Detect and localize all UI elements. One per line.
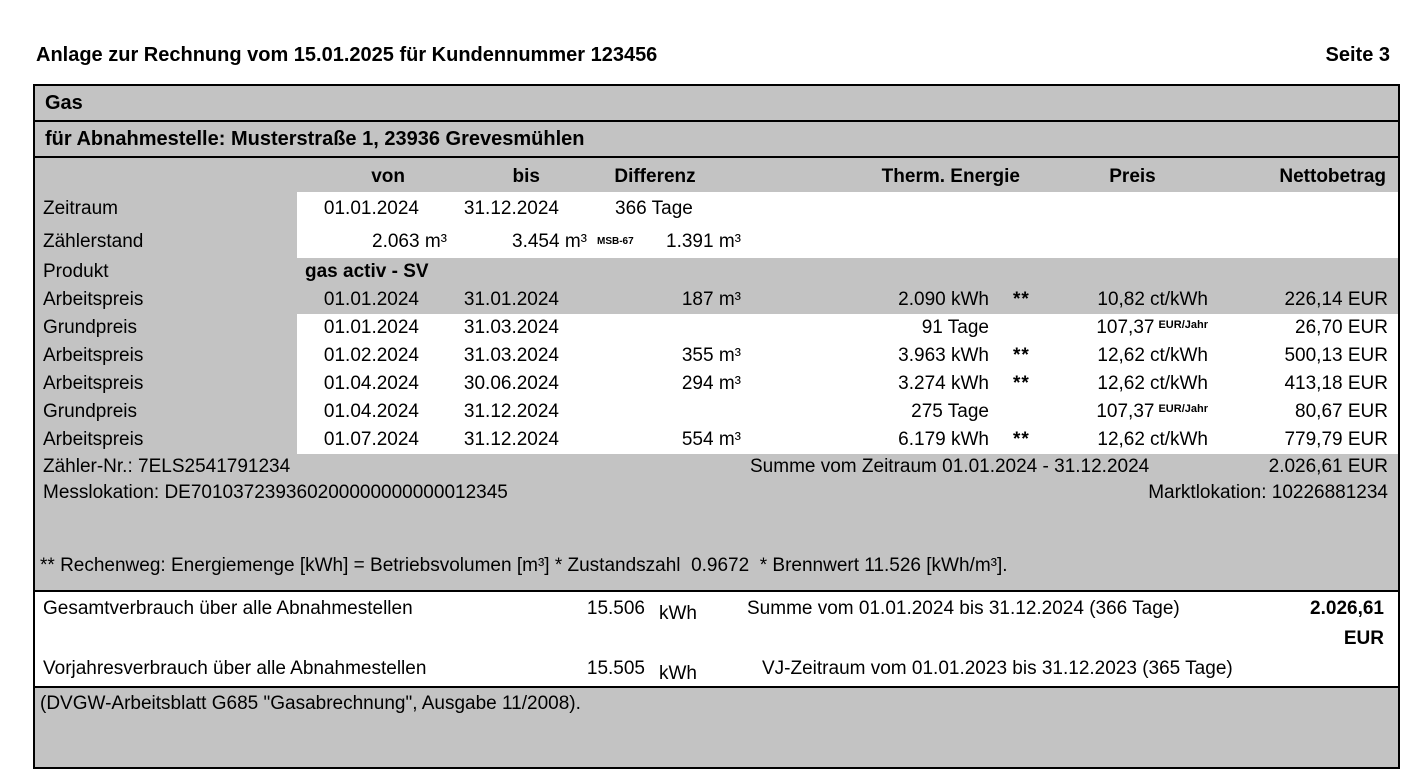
cell-therm-energie [745,192,995,225]
row-label: Produkt [43,261,109,282]
cell-stars [995,314,1045,342]
table-row-arbeitspreis-4 [35,426,1398,454]
price-value: 12,62 [1097,345,1145,366]
note-line-dvgw: (DVGW-Arbeitsblatt G685 "Gasabrechnung", Ausgabe 11/2008). [40,693,581,714]
cell-differenz: 187 m³ [681,289,741,310]
cell-therm-energie: 6.179 kWh [745,426,995,454]
cell-therm-energie: 3.963 kWh [745,342,995,370]
cell-stars: ** [995,370,1045,398]
delivery-point: für Abnahmestelle: Musterstraße 1, 23936 Grevesmühlen [35,122,1398,158]
cell-von: 01.07.2024 [297,426,425,454]
meter-reading-end: 3.454 m³ [512,231,587,252]
note-line-rechenweg: ** Rechenweg: Energiemenge [kWh] = Betriebsvolumen [m³] * Zustandszahl 0.9672 * Brennwert 11.526 [kWh/m³]. [40,555,1008,576]
previous-period: VJ-Zeitraum vom 01.01.2023 bis 31.12.2023 (365 Tage) [762,658,1233,679]
cell-preis [1045,314,1220,342]
cell-msb-code [565,342,635,370]
cell-bis: 31.12.2024 [425,192,565,225]
col-header-von: von [371,166,405,187]
cell-von: 01.01.2024 [297,314,425,342]
price-value: 107,37 [1096,317,1155,338]
col-header-preis: Preis [1109,166,1156,187]
unit-kwh: kWh [659,663,697,684]
price-value: 10,82 [1097,289,1145,310]
meter-info [35,454,1398,506]
cell-von [297,225,447,258]
table-row-arbeitspreis-2 [35,342,1398,370]
cell-differenz [635,314,745,342]
total-consumption-unit [645,594,720,654]
cell-nettobetrag [1220,192,1398,225]
cell-bis: 31.03.2024 [425,342,565,370]
price-value: 12,62 [1097,373,1145,394]
total-consumption-value: 15.506 [586,598,645,619]
cell-preis [1045,286,1220,314]
previous-consumption-label: Vorjahresverbrauch über alle Abnahmestellen [43,658,427,679]
table-row-produkt [35,258,1398,286]
cell-von: 01.04.2024 [297,398,425,426]
price-unit: ct/kWh [1149,289,1208,310]
cell-nettobetrag [1220,225,1398,258]
cell-bis: 31.12.2024 [425,398,565,426]
table-row-grundpreis-1 [35,314,1398,342]
meter-info-row-2 [35,480,1398,506]
cell-preis [1045,398,1220,426]
page-number: Seite 3 [1325,44,1390,66]
cell-therm-energie [745,225,995,258]
cell-bis: 31.01.2024 [463,289,559,310]
cell-product-name: gas activ - SV [305,261,429,282]
cell-preis [1045,370,1220,398]
total-amount: 2.026,61 EUR [1310,598,1384,649]
previous-consumption-unit [645,654,720,684]
cell-nettobetrag: 500,13 EUR [1220,342,1398,370]
row-label: Zählerstand [43,231,144,252]
total-consumption-label: Gesamtverbrauch über alle Abnahmestellen [43,598,413,619]
row-label: Grundpreis [43,401,137,422]
totals-row-current [35,594,1398,654]
cell-msb-code [565,398,635,426]
cell-differenz [635,398,745,426]
meter-number: Zähler-Nr.: 7ELS2541791234 [43,456,291,477]
col-header-therm-energie: Therm. Energie [881,166,1020,187]
cell-stars: ** [995,342,1045,370]
cell-nettobetrag: 413,18 EUR [1220,370,1398,398]
unit-kwh: kWh [659,603,697,624]
title-bar [36,44,1390,67]
price-value: 12,62 [1097,429,1145,450]
marktlokation-id: Marktlokation: 10226881234 [1148,482,1388,503]
cell-preis [1045,192,1220,225]
cell-von: 01.01.2024 [297,192,425,225]
cell-nettobetrag: 226,14 EUR [1284,289,1388,310]
total-period: Summe vom 01.01.2024 bis 31.12.2024 (366 Tage) [747,598,1180,619]
totals-box [33,590,1400,688]
cell-bis: 30.06.2024 [425,370,565,398]
table-row-arbeitspreis-3 [35,370,1398,398]
price-value: 107,37 [1096,401,1155,422]
meter-info-row-1 [35,454,1398,480]
row-label: Zeitraum [43,198,118,219]
meter-reading-start: 2.063 m³ [372,231,447,252]
row-label: Arbeitspreis [43,429,144,450]
cell-nettobetrag: 779,79 EUR [1220,426,1398,454]
table-row-zeitraum [35,192,1398,225]
billing-table [35,158,1398,454]
col-header-bis: bis [512,166,540,187]
price-unit: EUR/Jahr [1158,403,1208,415]
row-label: Grundpreis [43,317,137,338]
cell-therm-energie: 3.274 kWh [745,370,995,398]
cell-stars: ** [995,426,1045,454]
table-row-arbeitspreis-1 [35,286,1398,314]
row-label: Arbeitspreis [43,345,144,366]
col-header-empty [35,162,297,192]
totals-row-previous-year [35,654,1398,684]
cell-differenz: 294 m³ [635,370,745,398]
row-label: Arbeitspreis [43,373,144,394]
cell-differenz: 554 m³ [635,426,745,454]
price-unit: ct/kWh [1149,345,1208,366]
cell-stars [995,398,1045,426]
price-unit: ct/kWh [1149,373,1208,394]
cell-stars [995,192,1045,225]
messlokation-id: Messlokation: DE701037239360200000000000012345 [43,482,508,503]
document-title: Anlage zur Rechnung vom 15.01.2025 für Kundennummer 123456 [36,44,658,66]
cell-bis: 31.03.2024 [425,314,565,342]
col-header-nettobetrag: Nettobetrag [1279,166,1386,187]
previous-amount [1280,654,1398,684]
price-unit: EUR/Jahr [1158,319,1208,331]
cell-von: 01.04.2024 [297,370,425,398]
cell-bis: 31.12.2024 [425,426,565,454]
table-header-row [35,162,1398,192]
cell-preis [1045,225,1220,258]
table-row-grundpreis-2 [35,398,1398,426]
cell-differenz: 355 m³ [635,342,745,370]
cell-msb-code [565,314,635,342]
cell-stars: ** [1013,289,1030,310]
period-sum-amount: 2.026,61 EUR [1268,456,1388,477]
cell-differenz: 1.391 m³ [635,225,745,258]
row-label: Arbeitspreis [43,289,144,310]
cell-preis [1045,426,1220,454]
cell-differenz: 366 Tage [565,192,745,225]
cell-therm-energie: 275 Tage [745,398,995,426]
cell-msb-code [565,370,635,398]
cell-nettobetrag: 80,67 EUR [1220,398,1398,426]
cell-stars [995,225,1045,258]
table-row-zaehlerstand [35,225,1398,258]
cell-von: 01.01.2024 [323,289,419,310]
cell-therm-energie: 91 Tage [745,314,995,342]
col-header-differenz: Differenz [614,166,696,187]
period-sum-label: Summe vom Zeitraum 01.01.2024 - 31.12.2024 [750,456,1150,477]
cell-von: 01.02.2024 [297,342,425,370]
section-title-gas: Gas [35,86,1398,122]
previous-consumption-value: 15.505 [586,658,645,679]
cell-therm-energie: 2.090 kWh [898,289,989,310]
cell-msb-code [565,426,635,454]
cell-msb-code [565,286,635,314]
price-unit: ct/kWh [1149,429,1208,450]
cell-nettobetrag: 26,70 EUR [1220,314,1398,342]
cell-preis [1045,342,1220,370]
cell-msb-code: MSB-67 [565,225,635,258]
